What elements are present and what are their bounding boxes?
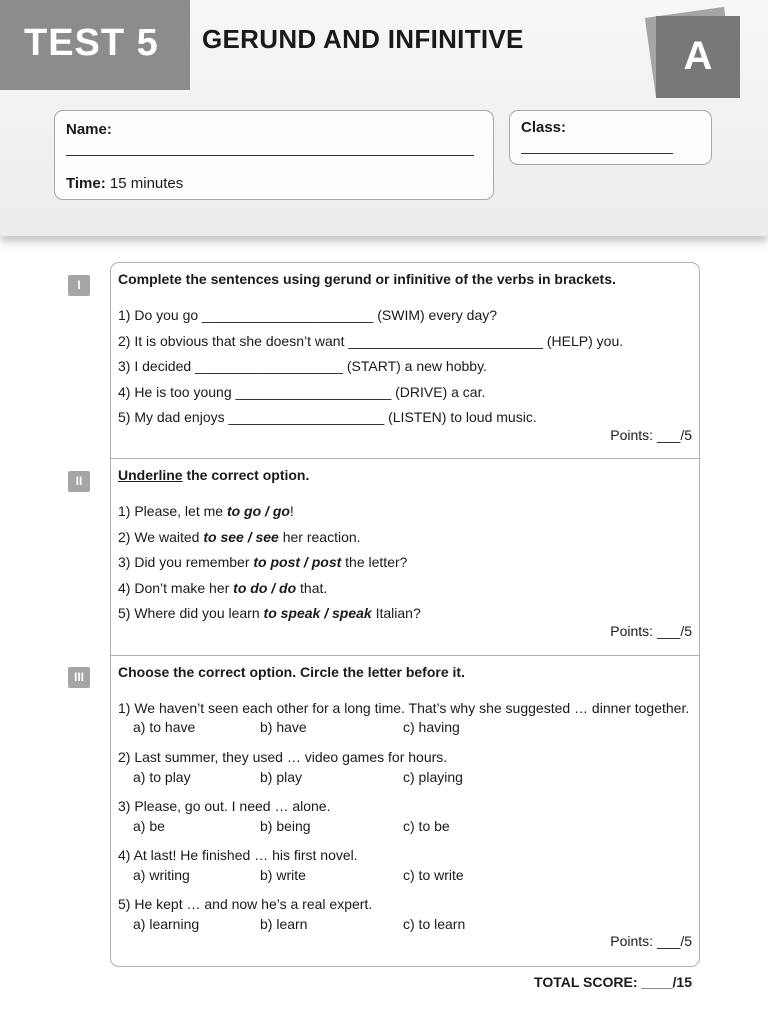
option-c[interactable]: c) to learn: [403, 916, 466, 932]
exercise-item: [118, 554, 407, 570]
exercise-item: 3) I decided ___________________ (START) a new hobby.: [118, 358, 487, 374]
item-options[interactable]: to post / post: [253, 554, 342, 570]
question-text: 1) We haven’t seen each other for a long time. That’s why she suggested … dinner together.: [118, 700, 690, 716]
option-a[interactable]: a) be: [133, 818, 165, 834]
option-c[interactable]: c) having: [403, 719, 460, 735]
option-b[interactable]: b) have: [260, 719, 307, 735]
exercise-item: 1) Do you go ______________________ (SWIM) every day?: [118, 307, 498, 323]
section-instruction: Choose the correct option. Circle the letter before it.: [118, 664, 465, 680]
section-points: Points: ___/5: [610, 427, 692, 443]
class-field[interactable]: [521, 153, 673, 154]
time-line: [66, 175, 183, 192]
option-c[interactable]: c) to write: [403, 867, 464, 883]
section-instruction: [118, 467, 309, 483]
class-box: [509, 110, 712, 165]
option-b[interactable]: b) being: [260, 818, 311, 834]
option-b[interactable]: b) learn: [260, 916, 308, 932]
section-instruction: Complete the sentences using gerund or infinitive of the verbs in brackets.: [118, 271, 616, 287]
class-label: Class:: [521, 119, 567, 136]
item-text: 3) Did you remember: [118, 554, 254, 570]
page-title: GERUND AND INFINITIVE: [202, 24, 524, 54]
exercise-item: [118, 605, 421, 621]
item-text: 5) Where did you learn: [118, 605, 264, 621]
question-text: 3) Please, go out. I need … alone.: [118, 798, 331, 814]
option-c[interactable]: c) to be: [403, 818, 450, 834]
section-points: Points: ___/5: [610, 933, 692, 949]
item-text: !: [289, 503, 294, 519]
exercise-item: 2) It is obvious that she doesn’t want _________________________ (HELP) you.: [118, 333, 624, 349]
item-options[interactable]: to speak / speak: [263, 605, 372, 621]
question-text: 5) He kept … and now he’s a real expert.: [118, 896, 373, 912]
instruction-rest: the correct option.: [182, 467, 310, 483]
name-field[interactable]: [66, 155, 474, 156]
test-label: TEST 5: [0, 0, 190, 90]
name-box: [54, 110, 494, 200]
total-score: TOTAL SCORE: ____/15: [534, 974, 692, 990]
item-text: 4) Don’t make her: [118, 580, 234, 596]
item-text: her reaction.: [278, 529, 361, 545]
item-text: that.: [296, 580, 328, 596]
time-value: 15 minutes: [105, 175, 184, 192]
option-a[interactable]: a) to have: [133, 719, 196, 735]
option-b[interactable]: b) write: [260, 867, 306, 883]
exercise-item: 4) He is too young ____________________ (DRIVE) a car.: [118, 384, 486, 400]
item-text: 1) Please, let me: [118, 503, 227, 519]
option-a[interactable]: a) writing: [133, 867, 190, 883]
section-points: Points: ___/5: [610, 623, 692, 639]
item-options[interactable]: to go / go: [226, 503, 290, 519]
item-options[interactable]: to do / do: [233, 580, 297, 596]
section-number: II: [68, 471, 90, 492]
time-label: Time:: [66, 175, 106, 192]
exercise-item: 5) My dad enjoys ____________________ (LISTEN) to loud music.: [118, 409, 537, 425]
item-text: the letter?: [341, 554, 408, 570]
item-options[interactable]: to see / see: [203, 529, 279, 545]
section-number: I: [68, 275, 90, 296]
option-b[interactable]: b) play: [260, 769, 303, 785]
exercise-item: [118, 529, 361, 545]
question-text: 4) At last! He finished … his first novel.: [118, 847, 358, 863]
section-number: III: [68, 667, 90, 688]
option-c[interactable]: c) playing: [403, 769, 463, 785]
name-label: Name:: [66, 121, 112, 138]
option-a[interactable]: a) to play: [133, 769, 191, 785]
item-text: Italian?: [371, 605, 421, 621]
item-text: 2) We waited: [118, 529, 204, 545]
exercise-item: [118, 503, 294, 519]
option-a[interactable]: a) learning: [133, 916, 200, 932]
instruction-underlined: Underline: [118, 467, 183, 483]
exercise-item: [118, 580, 327, 596]
variant-badge: A: [656, 16, 740, 98]
question-text: 2) Last summer, they used … video games for hours.: [118, 749, 448, 765]
